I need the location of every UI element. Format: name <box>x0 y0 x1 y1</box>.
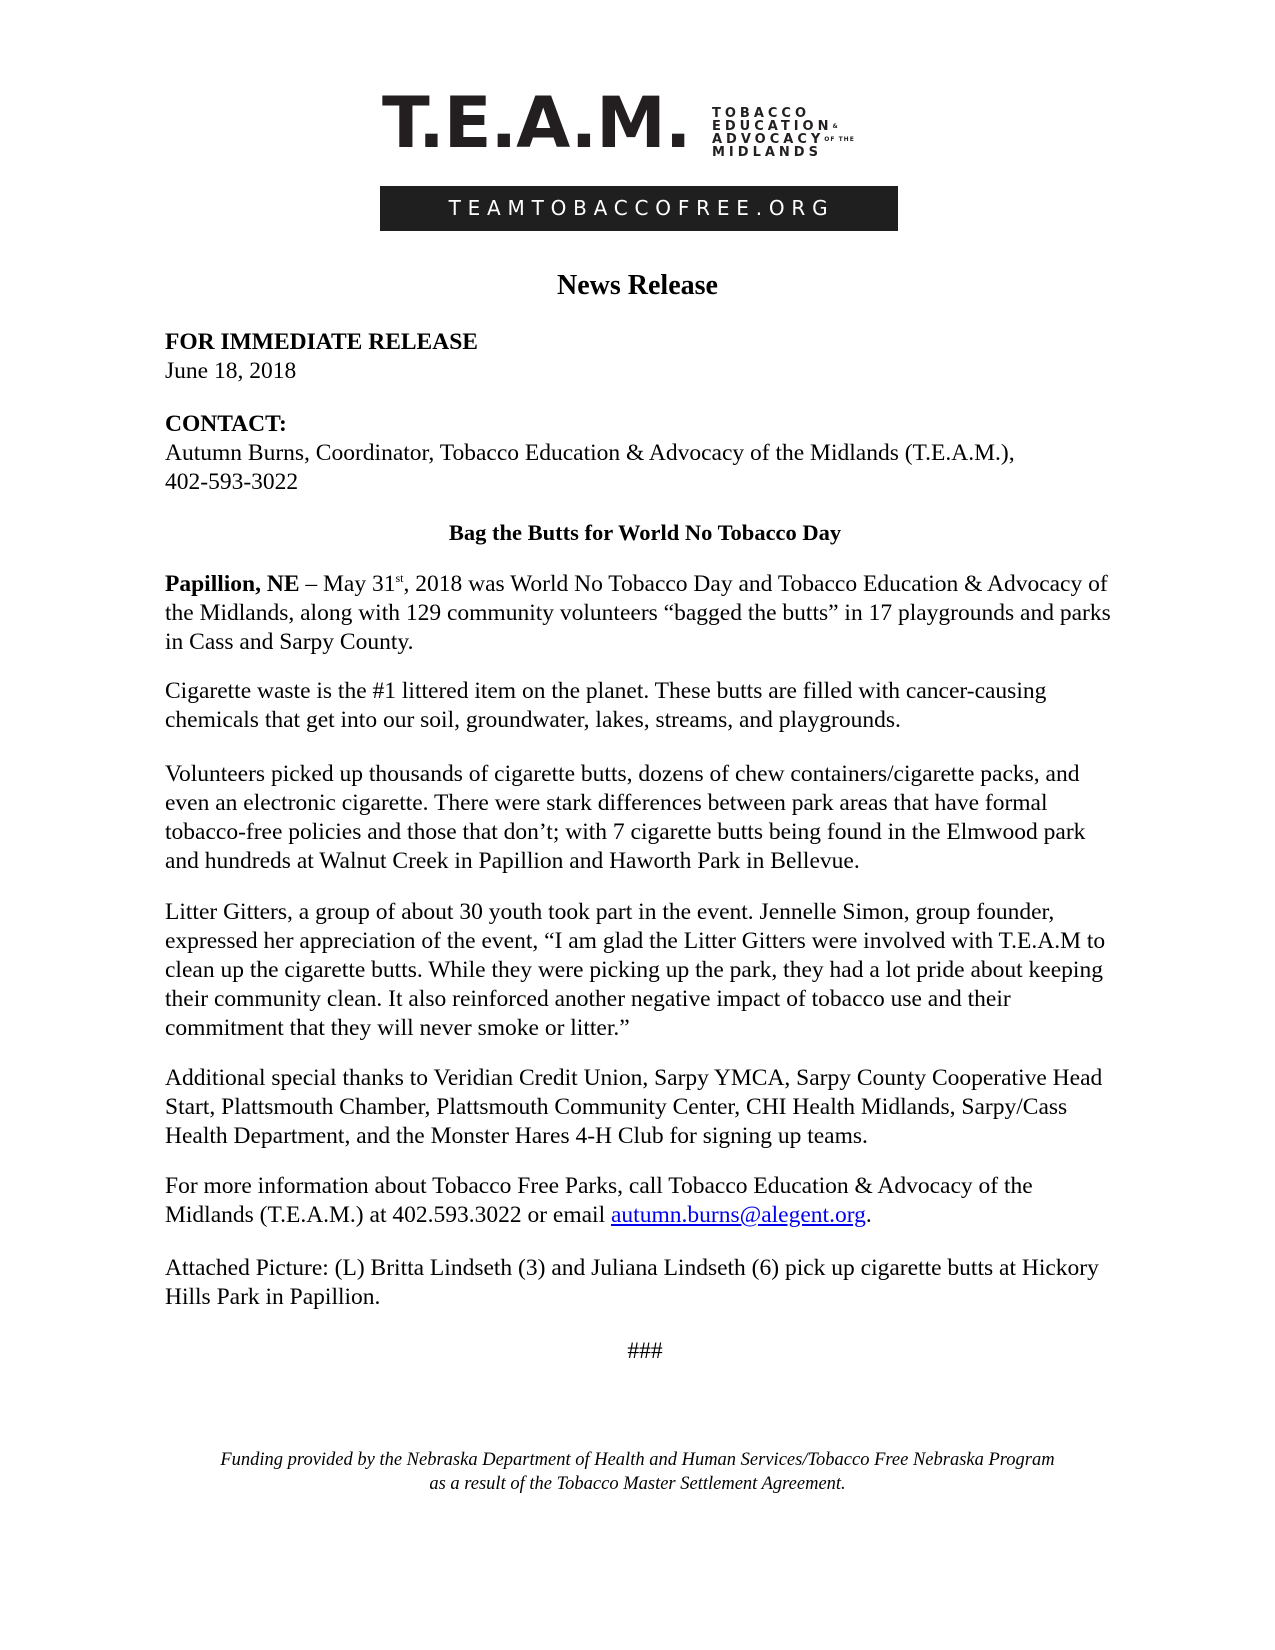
team-logo <box>380 82 900 234</box>
logo-sub-of-the: OF THE <box>824 136 855 143</box>
logo-subtitle <box>712 107 855 159</box>
email-link[interactable]: autumn.burns@alegent.org <box>611 1202 866 1228</box>
logo-sub-text: EDUCATION <box>712 119 833 134</box>
date-superscript: st <box>395 571 404 585</box>
contact-label: CONTACT: <box>165 411 287 437</box>
footer-line: Funding provided by the Nebraska Department of Health and Human Services/Tobacco Free Nebraska Program <box>220 1450 1055 1470</box>
paragraph-2: Cigarette waste is the #1 littered item on the planet. These butts are filled with cancer-causing chemicals that get into our soil, groundwater, lakes, streams, and playgrounds. <box>165 678 1047 733</box>
contact-info <box>165 410 1125 497</box>
logo-url-bar: TEAMTOBACCOFREE.ORG <box>380 186 898 231</box>
logo-sub-line: MIDLANDS <box>712 145 822 160</box>
paragraph-7: Attached Picture: (L) Britta Lindseth (3) and Juliana Lindseth (6) pick up cigarette butts at Hickory Hills Park in Papillion. <box>165 1255 1099 1310</box>
logo-sub-text: ADVOCACY <box>712 132 825 147</box>
headline: Bag the Butts for World No Tobacco Day <box>448 520 842 545</box>
paragraph-text: For more information about Tobacco Free Parks, call Tobacco Education & Advocacy of the Midlands (T.E.A.M.) at 402.593.3022 or email <box>165 1173 1033 1228</box>
end-mark: ### <box>627 1338 663 1364</box>
funding-footer <box>0 1448 1275 1496</box>
footer-line: as a result of the Tobacco Master Settlement Agreement. <box>429 1474 846 1494</box>
paragraph-5: Additional special thanks to Veridian Credit Union, Sarpy YMCA, Sarpy County Cooperative Head Start, Plattsmouth Chamber, Plattsmouth Community Center, CHI Health Midlands, Sarpy/Cass Health Department, and the Monster Hares 4-H Club for signing up teams. <box>165 1065 1103 1149</box>
logo-wordmark: T.E.A.M. <box>382 82 691 164</box>
paragraph-3: Volunteers picked up thousands of cigarette butts, dozens of chew containers/cigarette packs, and even an electronic cigarette. There were stark differences between park areas that have formal tobacco-free policies and those that don’t; with 7 cigarette butts being found in the Elmwood park and hundreds at Walnut Creek in Papillion and Haworth Park in Bellevue. <box>165 761 1086 874</box>
release-info <box>165 328 1125 386</box>
release-label: FOR IMMEDIATE RELEASE <box>165 329 478 355</box>
logo-sub-line: TOBACCO <box>712 106 811 121</box>
paragraph-text: , 2018 was World No Tobacco Day and Tobacco Education & Advocacy of the Midlands, along with 129 community volunteers “bagged the butts” in 17 playgrounds and parks in Cass and Sarpy County. <box>165 571 1111 655</box>
dateline: Papillion, NE <box>165 571 300 597</box>
paragraph-4: Litter Gitters, a group of about 30 youth took part in the event. Jennelle Simon, group founder, expressed her appreciation of the event, “I am glad the Litter Gitters were involved with T.E.A.M to clean up the cigarette butts. While they were picking up the park, they had a lot pride about keeping their community clean. It also reinforced another negative impact of tobacco use and their commitment that they will never smoke or litter.” <box>165 899 1106 1041</box>
logo-sub-amp: & <box>832 123 839 130</box>
contact-line: Autumn Burns, Coordinator, Tobacco Education & Advocacy of the Midlands (T.E.A.M.), <box>165 440 1015 466</box>
page-title: News Release <box>557 270 718 301</box>
contact-phone: 402-593-3022 <box>165 469 299 495</box>
paragraph-1 <box>165 570 1125 657</box>
paragraph-6 <box>165 1172 1125 1230</box>
release-date: June 18, 2018 <box>165 358 297 384</box>
paragraph-end: . <box>865 1202 872 1228</box>
dateline-dash: – May 31 <box>299 571 396 597</box>
